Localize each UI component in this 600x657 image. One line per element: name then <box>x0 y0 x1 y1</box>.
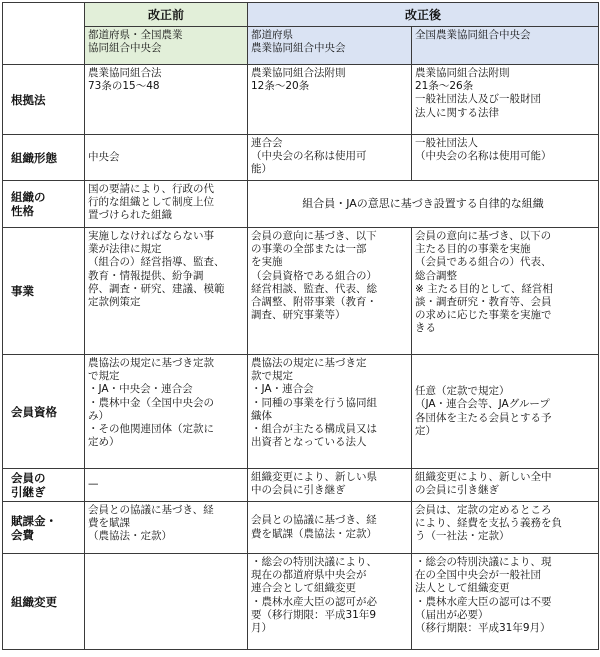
cell-line: ・同種の事業を行う協同組 <box>251 396 377 409</box>
cell-line: ・組合が主たる構成員又は <box>251 423 377 436</box>
cell-basis-national <box>412 65 599 135</box>
cell-line: 能） <box>251 163 272 176</box>
cell-line: の事業の全部または一部 <box>251 243 367 256</box>
cell-levy-pref <box>248 502 412 554</box>
row-nature <box>3 181 599 228</box>
cell-line: 一般社団法人及び一般財団 <box>415 93 541 106</box>
cell-line: （会員である組合の）代表、 <box>415 256 552 269</box>
subheader-before-line: 協同組合中央会 <box>88 42 162 55</box>
cell-line: う（一社法・定款） <box>415 530 510 543</box>
cell-line: ・JA・中央会・連合会 <box>88 383 193 396</box>
cell-line: 定款例策定 <box>88 296 141 309</box>
row-label-line: 賦課金・ <box>11 513 57 528</box>
row-label-form: 組織形態 <box>3 135 85 181</box>
subheader-before <box>85 27 248 65</box>
cell-change-before <box>85 554 248 650</box>
row-label-line: 組織の <box>11 190 46 204</box>
cell-line: 在の全国中央会が一般社団 <box>415 569 541 582</box>
row-membership <box>3 355 599 469</box>
cell-nature-before <box>85 181 248 228</box>
cell-line: で規定 <box>88 370 120 383</box>
cell-line: 定め） <box>88 436 120 449</box>
cell-line: 定） <box>415 424 436 437</box>
cell-membership-pref <box>248 355 412 469</box>
row-change <box>3 554 599 650</box>
cell-line: 調査、研究事業等） <box>251 309 346 322</box>
row-label-levy <box>3 502 85 554</box>
cell-line: 出資者となっている法人 <box>251 436 367 449</box>
subheader-before-line: 都道府県・全国農業 <box>88 29 183 41</box>
subheader-national-line: 全国農業協同組合中央会 <box>415 29 531 41</box>
cell-line: 置づけられた組織 <box>88 209 172 222</box>
row-succession <box>3 469 599 502</box>
cell-line: 連合会として組織変更 <box>251 582 356 595</box>
cell-line: 要（移行期限：平成31年9 <box>251 608 377 621</box>
cell-line: 任意（定款で規定） <box>415 385 510 398</box>
row-label-basis: 根拠法 <box>3 65 85 135</box>
cell-line: 組織変更により、新しい県 <box>251 471 377 483</box>
cell-line: （届出が必要） <box>415 608 489 621</box>
row-business <box>3 228 599 355</box>
cell-succession-national <box>412 469 599 502</box>
cell-line: 法人に関する法律 <box>415 106 499 119</box>
comparison-table-wrapper <box>2 2 599 650</box>
cell-line: 款で規定 <box>251 370 293 383</box>
row-label-line: 引継ぎ <box>11 485 46 499</box>
cell-levy-before <box>85 502 248 554</box>
cell-succession-pref <box>248 469 412 502</box>
cell-line: 21条～26条 <box>415 80 474 93</box>
row-form <box>3 135 599 181</box>
cell-line: （中央会の名称は使用可能） <box>415 150 552 163</box>
cell-line: 業が法律に規定 <box>88 243 162 256</box>
cell-line: （組合の）経営指導、監査、 <box>88 256 225 269</box>
cell-line: 農協法の規定に基づき定 <box>251 357 367 369</box>
cell-line: きる <box>415 322 436 335</box>
cell-line: 費を賦課 <box>88 517 130 530</box>
cell-business-before <box>85 228 248 355</box>
cell-line: 会員の意向に基づき、以下の <box>415 230 552 242</box>
cell-line: 会員との協議に基づき、経 <box>251 514 377 527</box>
cell-line: 農業協同組合法 <box>88 67 162 79</box>
cell-line: み） <box>88 409 109 422</box>
cell-line: 組織変更により、新しい全中 <box>415 471 552 483</box>
cell-line: 行的な組織として制度上位 <box>88 196 214 209</box>
cell-line: 経営相談、監査、代表、総 <box>251 282 377 295</box>
cell-line: 一般社団法人 <box>415 137 478 149</box>
cell-business-national <box>412 228 599 355</box>
subheader-row <box>3 27 599 65</box>
cell-line: ※ 主たる目的として、経営相 <box>415 282 553 295</box>
subheader-pref-line: 都道府県 <box>251 29 293 41</box>
cell-line: 連合会 <box>251 137 283 149</box>
cell-line: 費を賦課（農協法・定款） <box>251 527 377 540</box>
cell-line: 教育・情報提供、紛争調 <box>88 269 204 282</box>
header-row <box>3 3 599 27</box>
cell-membership-national <box>412 355 599 469</box>
subheader-pref-line: 農業協同組合中央会 <box>251 42 346 55</box>
cell-line: （中央会の名称は使用可 <box>251 150 367 163</box>
cell-line: ・その他関連団体（定款に <box>88 423 214 436</box>
cell-line: 主たる目的の事業を実施 <box>415 243 531 256</box>
cell-levy-national <box>412 502 599 554</box>
cell-line: （移行期限：平成31年9月） <box>415 622 551 635</box>
cell-line: 談・調査研究・教育等、会員 <box>415 296 552 309</box>
row-label-line: 会員の <box>11 471 46 485</box>
cell-line: 織体 <box>251 409 272 422</box>
cell-line: （JA・連合会等、JAグループ <box>415 398 550 411</box>
cell-line: 農業協同組合法附則 <box>251 67 346 79</box>
cell-line: 月） <box>251 622 272 635</box>
cell-line: ・農林水産大臣の認可が必 <box>251 595 377 608</box>
cell-line: 農業協同組合法附則 <box>415 67 510 79</box>
header-before: 改正前 <box>85 3 248 27</box>
cell-change-pref <box>248 554 412 650</box>
cell-line: ・総会の特別決議により、現 <box>415 556 552 568</box>
cell-form-national <box>412 135 599 181</box>
cell-line: 会員との協議に基づき、経 <box>88 504 214 516</box>
cell-line: を実施 <box>251 256 283 269</box>
cell-line: 中の会員に引き継ぎ <box>251 484 346 497</box>
cell-line: （農協法・定款） <box>88 530 172 543</box>
header-after: 改正後 <box>248 3 599 27</box>
row-label-nature <box>3 181 85 228</box>
subheader-pref <box>248 27 412 65</box>
cell-business-pref <box>248 228 412 355</box>
row-label-line: 会費 <box>11 527 34 542</box>
cell-line: 現在の都道府県中央会が <box>251 569 367 582</box>
cell-line: の求めに応じた事業を実施で <box>415 309 552 322</box>
cell-line: 各団体を主たる会員とする予 <box>415 411 552 424</box>
cell-basis-before <box>85 65 248 135</box>
cell-form-pref <box>248 135 412 181</box>
cell-line: により、経費を支払う義務を負 <box>415 517 562 530</box>
row-label-succession <box>3 469 85 502</box>
cell-line: 総合調整 <box>415 269 457 282</box>
cell-line: 実施しなければならない事 <box>88 230 214 242</box>
cell-line: 会員の意向に基づき、以下 <box>251 230 377 242</box>
row-basis <box>3 65 599 135</box>
cell-line: ・農林中金（全国中央会の <box>88 396 214 409</box>
corner-cell <box>3 3 85 65</box>
cell-line: 合調整、附帯事業（教育・ <box>251 296 377 309</box>
cell-line: ・総会の特別決議により、 <box>251 556 377 568</box>
cell-form-before <box>85 135 248 181</box>
subheader-national <box>412 27 599 65</box>
cell-line: の会員に引き継ぎ <box>415 484 499 497</box>
row-levy <box>3 502 599 554</box>
cell-line: 会員は、定款の定めるところ <box>415 504 552 516</box>
cell-succession-before: — <box>85 469 248 502</box>
cell-line: 農協法の規定に基づき定款 <box>88 357 214 369</box>
cell-membership-before <box>85 355 248 469</box>
row-label-business: 事業 <box>3 228 85 355</box>
cell-line: 中央会 <box>88 150 120 163</box>
cell-line: 73条の15～48 <box>88 80 160 93</box>
cell-line: ・農林水産大臣の認可は不要 <box>415 595 552 608</box>
comparison-table <box>2 2 599 650</box>
cell-nature-after: 組合員・JAの意思に基づき設置する自律的な組織 <box>248 181 599 228</box>
cell-change-national <box>412 554 599 650</box>
cell-line: 国の要請により、行政の代 <box>88 183 214 195</box>
cell-line: 停、調査・研究、建議、模範 <box>88 282 225 295</box>
cell-line: ・JA・連合会 <box>251 383 314 396</box>
row-label-line: 性格 <box>11 204 34 218</box>
cell-line: （会員資格である組合の） <box>251 269 377 282</box>
row-label-membership: 会員資格 <box>3 355 85 469</box>
cell-basis-pref <box>248 65 412 135</box>
cell-line: 法人として組織変更 <box>415 582 510 595</box>
row-label-change: 組織変更 <box>3 554 85 650</box>
cell-line: 12条～20条 <box>251 80 310 93</box>
